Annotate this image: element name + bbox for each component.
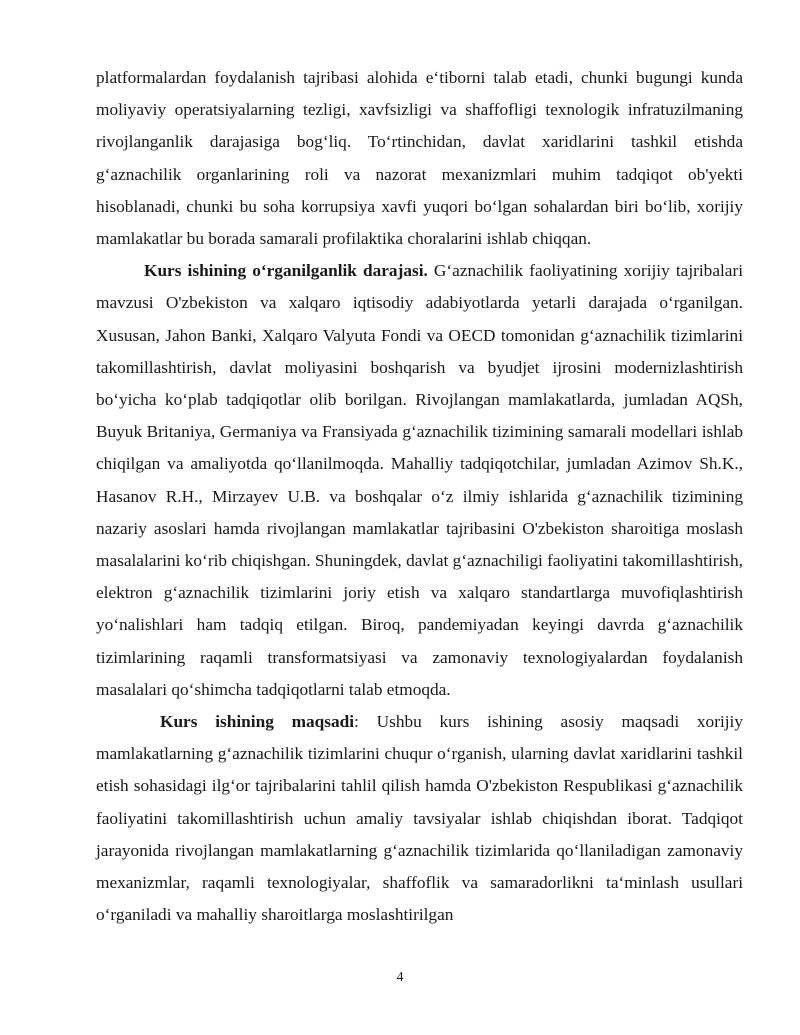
paragraph-text: platformalardan foydalanish tajribasi alohida e‘tiborni talab etadi, chunki bugungi kunda moliyaviy operatsiyalarning tezligi, xavfsizligi va shaffofligi texnologik infratuzilmaning rivojlanganlik darajasiga bog‘liq. To‘rtinchidan, davlat xaridlarini tashkil etishda g‘aznachilik organlarining roli va nazorat mexanizmlari muhim tadqiqot ob'yekti hisoblanadi, chunki bu soha korrupsiya xavfi yuqori bo‘lgan sohalardan biri bo‘lib, xorijiy mamlakatlar bu borada samarali profilaktika choralarini ishlab chiqqan. bbox=[96, 68, 743, 249]
paragraph-text: G‘aznachilik faoliyatining xorijiy tajribalari mavzusi O'zbekiston va xalqaro iqtisodiy adabiyotlarda yetarli darajada o‘rganilgan. Xususan, Jahon Banki, Xalqaro Valyuta Fondi va OECD tomonidan g‘aznachilik tizimlarini takomillashtirish, davlat moliyasini boshqarish va byudjet ijrosini modernizlashtirish bo‘yicha ko‘plab tadqiqotlar olib borilgan. Rivojlangan mamlakatlarda, jumladan AQSh, Buyuk Britaniya, Germaniya va Fransiyada g‘aznachilik tizimining samarali modellari ishlab chiqilgan va amaliyotda qo‘llanilmoqda. Mahalliy tadqiqotchilar, jumladan Azimov Sh.K., Hasanov R.H., Mirzayev U.B. va boshqalar o‘z ilmiy ishlarida g‘aznachilik tizimining nazariy asoslari hamda rivojlangan mamlakatlar tajribasini O'zbekiston sharoitiga moslash masalalarini ko‘rib chiqishgan. Shuningdek, davlat g‘aznachiligi faoliyatini takomillashtirish, elektron g‘aznachilik tizimlarini joriy etish va xalqaro standartlarga muvofiqlashtirish yo‘nalishlari ham tadqiq etilgan. Biroq, pandemiyadan keyingi davrda g‘aznachilik tizimlarining raqamli transformatsiyasi va zamonaviy texnologiyalardan foydalanish masalalari qo‘shimcha tadqiqotlarni talab etmoqda. bbox=[96, 261, 744, 699]
paragraph-goal bbox=[96, 706, 743, 931]
heading-colon: : bbox=[354, 712, 359, 732]
page-number: 4 bbox=[396, 970, 404, 985]
section-heading-goal: Kurs ishining maqsadi bbox=[160, 712, 355, 732]
document-page bbox=[96, 62, 743, 931]
paragraph-intro-continuation bbox=[96, 62, 743, 255]
paragraph-text: Ushbu kurs ishining asosiy maqsadi xorijiy mamlakatlarning g‘aznachilik tizimlarini chuqur o‘rganish, ularning davlat xaridlarini tashkil etish sohasidagi ilg‘or tajribalarini tahlil qilish hamda O'zbekiston Respublikasi g‘aznachilik faoliyatini takomillashtirish uchun amaliy tavsiyalar ishlab chiqishdan iborat. Tadqiqot jarayonida rivojlangan mamlakatlarning g‘aznachilik tizimlarida qo‘llaniladigan zamonaviy mexanizmlar, raqamli texnologiyalar, shaffoflik va samaradorlikni ta‘minlash usullari o‘rganiladi va mahalliy sharoitlarga moslashtirilgan bbox=[96, 712, 743, 925]
paragraph-study-level bbox=[96, 255, 743, 706]
section-heading-study-level: Kurs ishining o‘rganilganlik darajasi. bbox=[144, 261, 428, 281]
